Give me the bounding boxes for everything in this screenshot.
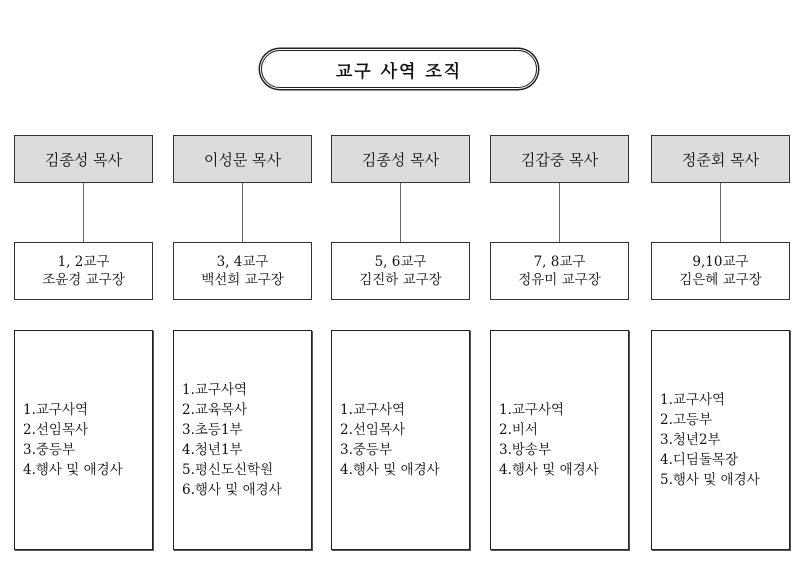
district-leader: 김은혜 교구장	[679, 272, 762, 288]
connector-line-3	[400, 183, 401, 242]
duty-item: 1.교구사역	[660, 392, 726, 408]
duty-item: 1.교구사역	[340, 402, 406, 418]
district-name: 9,10교구	[692, 254, 749, 270]
duty-item: 1.교구사역	[499, 402, 565, 418]
connector-line-2	[242, 183, 243, 242]
duty-item: 3.방송부	[499, 442, 552, 458]
duties-box-1	[14, 330, 153, 550]
duties-box-5	[651, 330, 790, 550]
duty-item: 2.고등부	[660, 412, 713, 428]
connector-line-5	[720, 183, 721, 242]
district-box-4	[490, 242, 629, 300]
duty-item: 3.청년2부	[660, 432, 721, 448]
district-box-5	[651, 242, 790, 300]
duties-box-2	[173, 330, 312, 550]
connector-line-1	[83, 183, 84, 242]
district-name: 3, 4교구	[216, 254, 269, 270]
duty-item: 5.행사 및 애경사	[660, 472, 760, 488]
duty-item: 1.교구사역	[182, 382, 248, 398]
duties-box-4	[490, 330, 629, 550]
duty-item: 4.행사 및 애경사	[340, 462, 440, 478]
duty-item: 5.평신도신학원	[182, 462, 274, 478]
pastor-box-2: 이성문 목사	[173, 135, 312, 183]
pastor-box-5: 정준회 목사	[651, 135, 790, 183]
duty-item: 4.행사 및 애경사	[23, 462, 123, 478]
duty-item: 2.선임목사	[23, 422, 89, 438]
duty-item: 3.중등부	[340, 442, 393, 458]
district-leader: 정유미 교구장	[518, 272, 601, 288]
duty-item: 3.초등1부	[182, 422, 243, 438]
district-box-1	[14, 242, 153, 300]
duty-item: 4.디딤돌목장	[660, 452, 739, 468]
duty-item: 2.교육목사	[182, 402, 248, 418]
duty-item: 2.비서	[499, 422, 538, 438]
pastor-box-1: 김종성 목사	[14, 135, 153, 183]
district-name: 7, 8교구	[533, 254, 586, 270]
district-leader: 김진하 교구장	[359, 272, 442, 288]
duty-item: 6.행사 및 애경사	[182, 482, 282, 498]
district-leader: 백선희 교구장	[201, 272, 284, 288]
district-box-3	[331, 242, 470, 300]
district-leader: 조윤경 교구장	[42, 272, 125, 288]
duty-item: 3.중등부	[23, 442, 76, 458]
duty-item: 4.청년1부	[182, 442, 243, 458]
duty-item: 1.교구사역	[23, 402, 89, 418]
pastor-box-4: 김갑중 목사	[490, 135, 629, 183]
org-chart-title: 교구 사역 조직	[261, 50, 537, 88]
duty-item: 4.행사 및 애경사	[499, 462, 599, 478]
district-name: 5, 6교구	[374, 254, 427, 270]
pastor-box-3: 김종성 목사	[331, 135, 470, 183]
district-box-2	[173, 242, 312, 300]
district-name: 1, 2교구	[57, 254, 110, 270]
connector-line-4	[559, 183, 560, 242]
duties-box-3	[331, 330, 470, 550]
duty-item: 2.선임목사	[340, 422, 406, 438]
